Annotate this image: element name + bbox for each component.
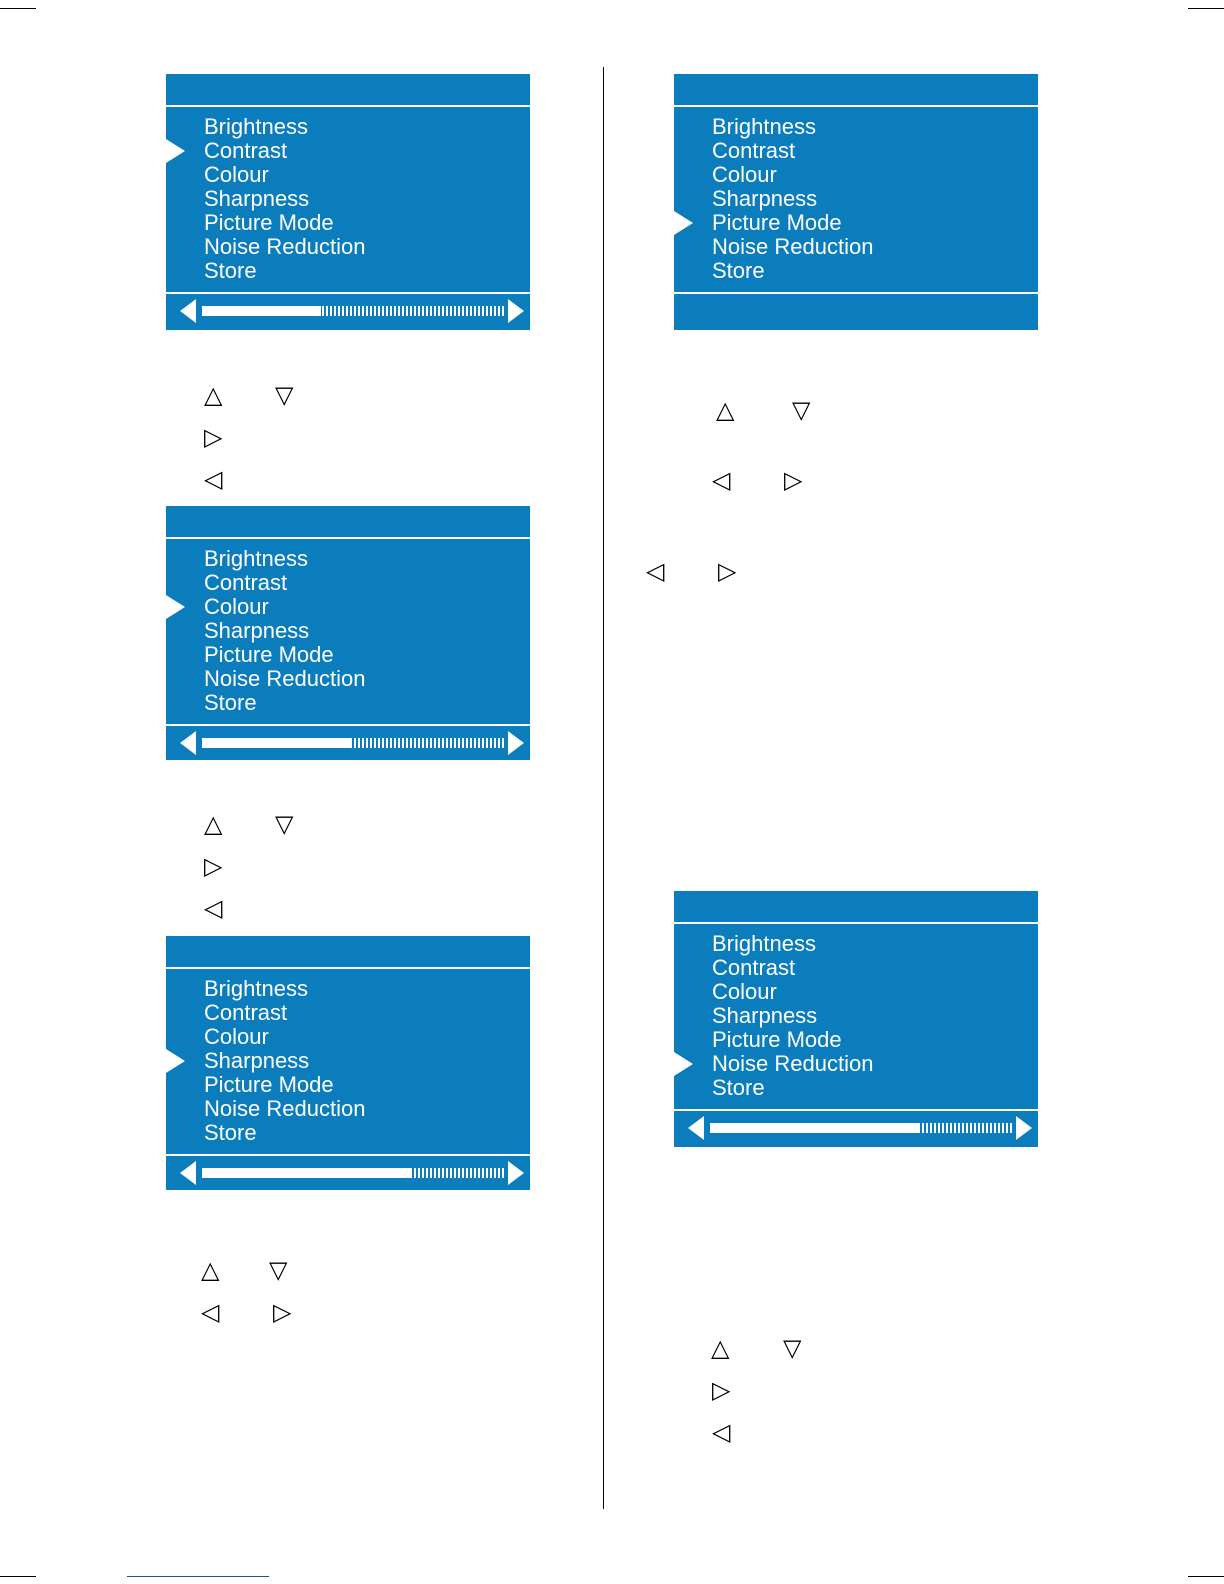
- osd-menu-list: [204, 115, 365, 283]
- menu-item-store[interactable]: Store: [712, 258, 765, 283]
- slider-fill: [710, 1123, 920, 1133]
- key-row-9: [716, 397, 816, 423]
- osd-header: [166, 74, 530, 105]
- osd-separator: [674, 922, 1038, 924]
- up-arrow-icon: △: [204, 810, 223, 838]
- menu-item-store[interactable]: Store: [204, 258, 257, 283]
- key-row-7: [201, 1257, 301, 1283]
- selection-pointer-icon: [166, 139, 185, 163]
- right-arrow-icon: ▷: [204, 852, 223, 880]
- osd-separator: [166, 967, 530, 969]
- key-row-2: [204, 424, 244, 450]
- key-row-13: [712, 1377, 752, 1403]
- osd-panel-right-top: [674, 74, 1038, 330]
- key-row-6: [204, 895, 244, 921]
- menu-item-picture-mode[interactable]: Picture Mode: [712, 1027, 842, 1052]
- osd-header: [674, 74, 1038, 105]
- right-arrow-icon: ▷: [712, 1376, 731, 1404]
- menu-item-contrast[interactable]: Contrast: [204, 138, 288, 163]
- footer-link-underline: [127, 1576, 269, 1577]
- menu-item-contrast[interactable]: Contrast: [204, 1000, 288, 1025]
- crop-mark-top-left: [0, 8, 36, 9]
- menu-item-colour[interactable]: Colour: [204, 162, 269, 187]
- slider-right-arrow-icon[interactable]: [508, 731, 524, 755]
- slider-left-arrow-icon[interactable]: [180, 731, 196, 755]
- menu-item-noise-reduction[interactable]: Noise Reduction: [204, 666, 366, 691]
- key-row-4: [204, 811, 304, 837]
- key-row-5: [204, 853, 244, 879]
- menu-item-colour[interactable]: Colour: [712, 979, 777, 1004]
- down-arrow-icon: ▽: [792, 396, 811, 424]
- up-arrow-icon: △: [204, 381, 223, 409]
- down-arrow-icon: ▽: [275, 381, 294, 409]
- menu-item-contrast[interactable]: Contrast: [712, 955, 796, 980]
- slider-track[interactable]: [202, 738, 506, 748]
- menu-item-colour[interactable]: Colour: [712, 162, 777, 187]
- slider-left-arrow-icon[interactable]: [180, 299, 196, 323]
- left-arrow-icon: ◁: [204, 894, 223, 922]
- osd-menu-list: [204, 977, 365, 1145]
- osd-panel-left-top: [166, 74, 530, 330]
- menu-item-picture-mode[interactable]: Picture Mode: [204, 210, 334, 235]
- key-row-8: [201, 1299, 301, 1325]
- left-arrow-icon: ◁: [712, 466, 731, 494]
- slider-fill: [202, 1168, 412, 1178]
- selection-pointer-icon: [166, 1049, 185, 1073]
- osd-separator: [674, 105, 1038, 107]
- left-arrow-icon: ◁: [712, 1418, 731, 1446]
- crop-mark-bottom-left: [0, 1576, 36, 1577]
- slider-fill: [202, 306, 321, 316]
- key-row-11: [646, 558, 746, 584]
- osd-header: [166, 936, 530, 967]
- osd-separator: [166, 105, 530, 107]
- key-row-10: [712, 467, 812, 493]
- menu-item-brightness[interactable]: Brightness: [712, 931, 816, 956]
- up-arrow-icon: △: [716, 396, 735, 424]
- selection-pointer-icon: [674, 1052, 693, 1076]
- menu-item-store[interactable]: Store: [204, 690, 257, 715]
- level-slider[interactable]: [166, 726, 530, 760]
- up-arrow-icon: △: [711, 1334, 730, 1362]
- menu-item-brightness[interactable]: Brightness: [204, 976, 308, 1001]
- menu-item-sharpness[interactable]: Sharpness: [204, 186, 310, 211]
- osd-panel-right-bottom: [674, 891, 1038, 1147]
- osd-footer: [674, 294, 1038, 328]
- menu-item-contrast[interactable]: Contrast: [712, 138, 796, 163]
- menu-item-brightness[interactable]: Brightness: [204, 114, 308, 139]
- osd-separator: [166, 537, 530, 539]
- slider-right-arrow-icon[interactable]: [508, 1161, 524, 1185]
- slider-track[interactable]: [202, 1168, 506, 1178]
- osd-panel-left-bottom: [166, 936, 530, 1190]
- slider-left-arrow-icon[interactable]: [688, 1116, 704, 1140]
- menu-item-noise-reduction[interactable]: Noise Reduction: [204, 1096, 366, 1121]
- menu-item-sharpness[interactable]: Sharpness: [204, 1048, 310, 1073]
- menu-item-brightness[interactable]: Brightness: [204, 546, 308, 571]
- level-slider[interactable]: [166, 1156, 530, 1190]
- right-arrow-icon: ▷: [718, 557, 737, 585]
- column-divider: [603, 67, 604, 1509]
- crop-mark-bottom-right: [1188, 1576, 1224, 1577]
- osd-header: [166, 506, 530, 537]
- osd-header: [674, 891, 1038, 922]
- key-row-12: [711, 1335, 811, 1361]
- slider-right-arrow-icon[interactable]: [1016, 1116, 1032, 1140]
- menu-item-sharpness[interactable]: Sharpness: [204, 618, 310, 643]
- level-slider[interactable]: [674, 1111, 1038, 1145]
- osd-panel-left-middle: [166, 506, 530, 760]
- menu-item-contrast[interactable]: Contrast: [204, 570, 288, 595]
- osd-menu-list: [712, 932, 873, 1100]
- left-arrow-icon: ◁: [201, 1298, 220, 1326]
- menu-item-colour[interactable]: Colour: [204, 1024, 269, 1049]
- level-slider[interactable]: [166, 294, 530, 328]
- left-arrow-icon: ◁: [204, 465, 223, 493]
- selection-pointer-icon: [674, 211, 693, 235]
- key-row-14: [712, 1419, 752, 1445]
- menu-item-store[interactable]: Store: [204, 1120, 257, 1145]
- menu-item-picture-mode[interactable]: Picture Mode: [204, 642, 334, 667]
- key-row-1: [204, 382, 304, 408]
- menu-item-brightness[interactable]: Brightness: [712, 114, 816, 139]
- down-arrow-icon: ▽: [275, 810, 294, 838]
- slider-left-arrow-icon[interactable]: [180, 1161, 196, 1185]
- menu-item-picture-mode[interactable]: Picture Mode: [712, 210, 842, 235]
- right-arrow-icon: ▷: [204, 423, 223, 451]
- slider-fill: [202, 738, 351, 748]
- down-arrow-icon: ▽: [269, 1256, 288, 1284]
- selection-pointer-icon: [166, 595, 185, 619]
- menu-item-sharpness[interactable]: Sharpness: [712, 186, 818, 211]
- slider-track[interactable]: [202, 306, 506, 316]
- menu-item-store[interactable]: Store: [712, 1075, 765, 1100]
- menu-item-noise-reduction[interactable]: Noise Reduction: [204, 234, 366, 259]
- slider-right-arrow-icon[interactable]: [508, 299, 524, 323]
- osd-menu-list: [712, 115, 873, 283]
- menu-item-picture-mode[interactable]: Picture Mode: [204, 1072, 334, 1097]
- right-arrow-icon: ▷: [273, 1298, 292, 1326]
- key-row-3: [204, 466, 244, 492]
- menu-item-noise-reduction[interactable]: Noise Reduction: [712, 1051, 874, 1076]
- slider-track[interactable]: [710, 1123, 1014, 1133]
- down-arrow-icon: ▽: [783, 1334, 802, 1362]
- menu-item-colour[interactable]: Colour: [204, 594, 269, 619]
- left-arrow-icon: ◁: [646, 557, 665, 585]
- osd-menu-list: [204, 547, 365, 715]
- up-arrow-icon: △: [201, 1256, 220, 1284]
- menu-item-noise-reduction[interactable]: Noise Reduction: [712, 234, 874, 259]
- right-arrow-icon: ▷: [784, 466, 803, 494]
- crop-mark-top-right: [1188, 8, 1224, 9]
- menu-item-sharpness[interactable]: Sharpness: [712, 1003, 818, 1028]
